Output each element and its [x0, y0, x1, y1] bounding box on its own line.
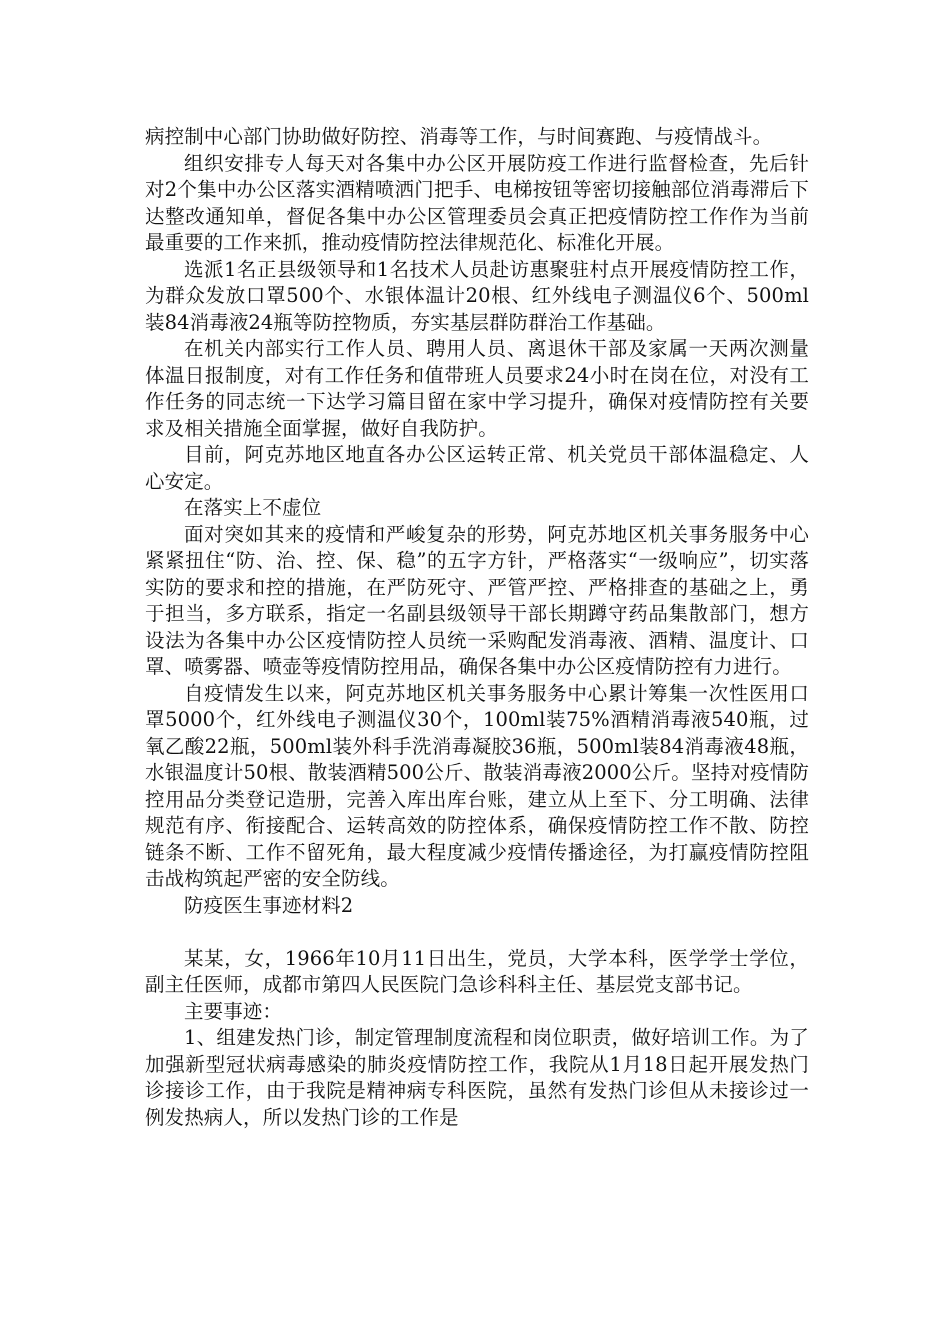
document-body	[145, 124, 809, 1131]
paragraph-current-status: 目前，阿克苏地区地直各办公区运转正常、机关党员干部体温稳定、人心安定。	[145, 443, 809, 493]
section-heading-material-2: 防疫医生事迹材料2	[184, 893, 354, 917]
paragraph-supplies: 自疫情发生以来，阿克苏地区机关事务服务中心累计筹集一次性医用口罩5000个，红外线电子测温仪30个，100ml装75%酒精消毒液540瓶，过氧乙酸22瓶，500ml装外科手洗消毒凝胶36瓶，500ml装84消毒液48瓶，水银温度计50根、散装酒精500公斤、散装消毒液2000公斤。坚持对疫情防控用品分类登记造册，完善入库出库台账，建立从上至下、分工明确、法律规范有序、衔接配合、运转高效的防控体系，确保疫情防控工作不散、防控链条不断、工作不留死角，最大程度减少疫情传播途径，为打赢疫情防控阻击战构筑起严密的安全防线。	[145, 681, 809, 890]
paragraph-profile: 某某，女，1966年10月11日出生，党员，大学本科，医学学士学位，副主任医师，成都市第四人民医院门急诊科科主任、基层党支部书记。	[145, 946, 809, 996]
blank-line	[145, 919, 809, 946]
paragraph-temperature-reporting: 在机关内部实行工作人员、聘用人员、离退休干部及家属一天两次测量体温日报制度，对有工作任务和值带班人员要求24小时在岗在位，对没有工作任务的同志统一下达学习篇目留在家中学习提升，确保对疫情防控有关要求及相关措施全面掌握，做好自我防护。	[145, 337, 809, 440]
paragraph-response: 面对突如其来的疫情和严峻复杂的形势，阿克苏地区机关事务服务中心紧紧扭住“防、治、控、保、稳”的五字方针，严格落实“一级响应”，切实落实防的要求和控的措施，在严防死守、严管严控、严格排查的基础之上，勇于担当，多方联系，指定一名副县级领导干部长期蹲守药品集散部门，想方设法为各集中办公区疫情防控人员统一采购配发消毒液、酒精、温度计、口罩、喷雾器、喷壶等疫情防控用品，确保各集中办公区疫情防控有力进行。	[145, 522, 809, 678]
section-heading-implementation: 在落实上不虚位	[184, 496, 322, 519]
paragraph-village-support: 选派1名正县级领导和1名技术人员赴访惠聚驻村点开展疫情防控工作，为群众发放口罩500个、水银体温计20根、红外线电子测温仪6个、500ml装84消毒液24瓶等防控物质，夯实基层群防群治工作基础。	[145, 257, 809, 334]
section-heading-main-deeds: 主要事迹：	[184, 999, 283, 1023]
paragraph-continuation: 病控制中心部门协助做好防控、消毒等工作，与时间赛跑、与疫情战斗。	[145, 125, 773, 148]
paragraph-fever-clinic: 1、组建发热门诊，制定管理制度流程和岗位职责，做好培训工作。为了加强新型冠状病毒感染的肺炎疫情防控工作，我院从1月18日起开展发热门诊接诊工作，由于我院是精神病专科医院，虽然有发热门诊但从未接诊过一例发热病人，所以发热门诊的工作是	[145, 1026, 809, 1129]
paragraph-inspection: 组织安排专人每天对各集中办公区开展防疫工作进行监督检查，先后针对2个集中办公区落实酒精喷洒门把手、电梯按钮等密切接触部位消毒滞后下达整改通知单，督促各集中办公区管理委员会真正把疫情防控工作作为当前最重要的工作来抓，推动疫情防控法律规范化、标准化开展。	[145, 151, 809, 254]
